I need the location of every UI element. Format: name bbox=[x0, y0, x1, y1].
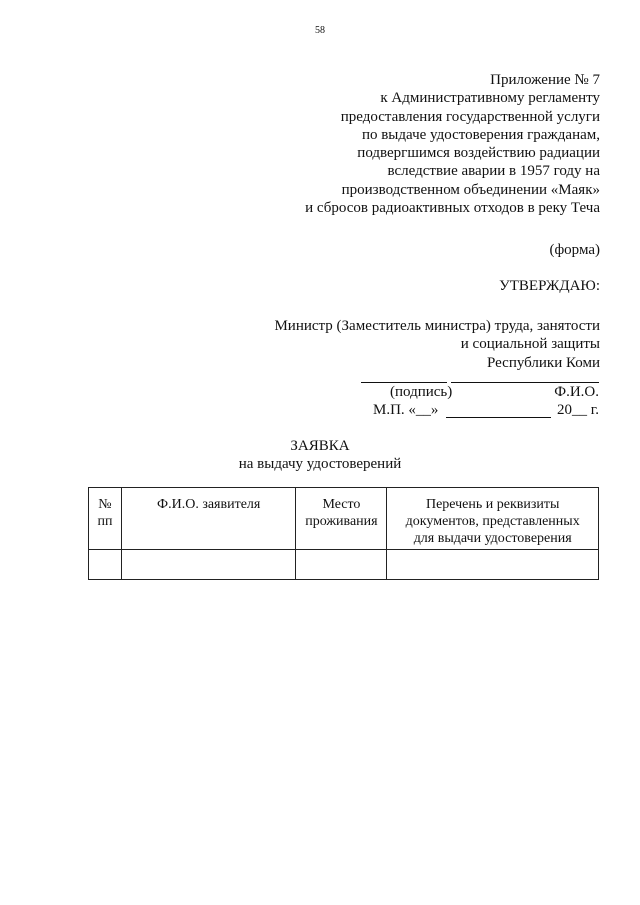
stamp-date-row bbox=[373, 402, 599, 420]
signature-line bbox=[361, 382, 447, 383]
page-number: 58 bbox=[315, 25, 325, 36]
approver-line: и социальной защиты bbox=[460, 336, 600, 353]
header-line: документов, представленных bbox=[405, 514, 580, 529]
document-subtitle: на выдачу удостоверений bbox=[238, 456, 402, 472]
appendix-line: Приложение № 7 bbox=[490, 72, 600, 88]
appendix-line: подвергшимся воздействию радиации bbox=[357, 145, 600, 162]
table-cell bbox=[387, 550, 599, 580]
header-line: Место bbox=[322, 497, 361, 512]
header-line: для выдачи удостоверения bbox=[413, 531, 572, 546]
appendix-line: к Административному регламенту bbox=[380, 90, 600, 107]
application-table bbox=[88, 487, 599, 580]
approver-line: Республики Коми bbox=[487, 354, 600, 371]
table-header-row bbox=[89, 488, 599, 550]
column-header-documents bbox=[387, 488, 599, 550]
table-cell bbox=[296, 550, 387, 580]
approver-line: Министр (Заместитель министра) труда, занятости bbox=[274, 318, 600, 334]
column-header-applicant-name bbox=[121, 488, 296, 550]
name-line bbox=[451, 382, 599, 383]
header-line: Перечень и реквизиты bbox=[425, 497, 560, 512]
stamp-date-prefix: М.П. «__» bbox=[373, 402, 439, 418]
appendix-line: производственном объединении «Маяк» bbox=[341, 181, 600, 198]
form-label: (форма) bbox=[549, 242, 600, 258]
approval-heading: УТВЕРЖДАЮ: bbox=[499, 278, 600, 294]
column-header-number bbox=[89, 488, 122, 550]
month-line bbox=[446, 417, 551, 418]
header-line: пп bbox=[97, 514, 113, 529]
appendix-line: вследствие аварии в 1957 году на bbox=[387, 163, 600, 180]
table-row bbox=[89, 550, 599, 580]
year-suffix: 20__ г. bbox=[557, 402, 599, 418]
header-line: проживания bbox=[305, 514, 378, 529]
appendix-header bbox=[180, 71, 600, 217]
signature-captions bbox=[361, 384, 599, 402]
table-cell bbox=[89, 550, 122, 580]
name-caption: Ф.И.О. bbox=[554, 384, 599, 400]
appendix-line: предоставления государственной услуги bbox=[340, 108, 600, 125]
approver-position bbox=[180, 317, 600, 372]
appendix-line: и сбросов радиоактивных отходов в реку Теча bbox=[305, 200, 600, 217]
header-line: № bbox=[98, 497, 112, 512]
appendix-line: по выдаче удостоверения гражданам, bbox=[361, 126, 600, 143]
header-line: Ф.И.О. заявителя bbox=[157, 497, 261, 512]
signature-caption: (подпись) bbox=[390, 384, 453, 400]
table-cell bbox=[121, 550, 296, 580]
column-header-residence bbox=[296, 488, 387, 550]
document-title: ЗАЯВКА bbox=[290, 438, 350, 454]
